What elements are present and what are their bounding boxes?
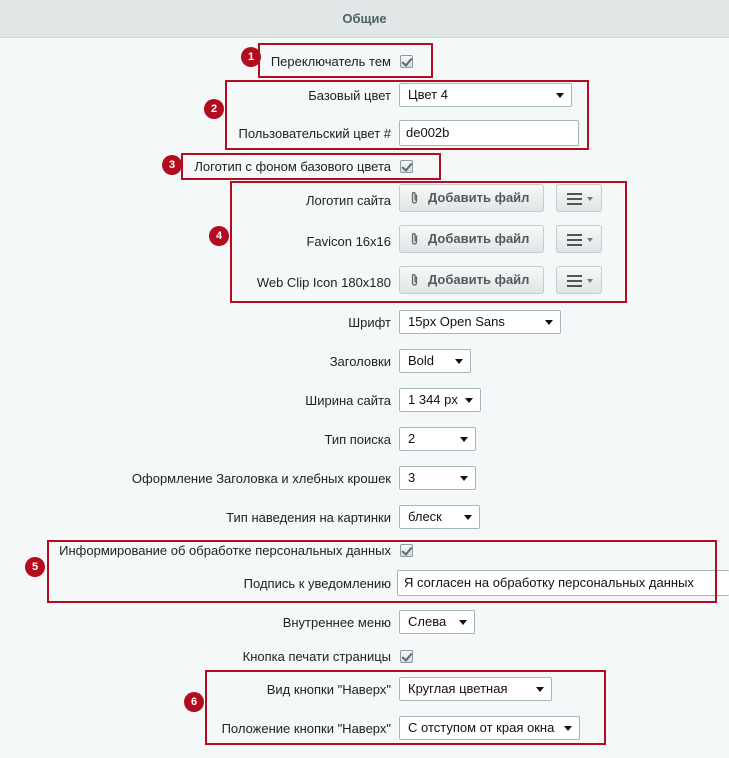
font-label: Шрифт bbox=[348, 315, 391, 330]
search-type-select[interactable] bbox=[399, 427, 476, 451]
site-width-select[interactable] bbox=[399, 388, 481, 412]
headings-label: Заголовки bbox=[329, 354, 391, 369]
favicon-label: Favicon 16x16 bbox=[306, 234, 391, 249]
print-button-checkbox[interactable] bbox=[400, 650, 413, 663]
annotation-box-2 bbox=[225, 80, 589, 150]
annotation-box-1 bbox=[258, 43, 433, 78]
personal-data-label: Информирование об обработке персональных данных bbox=[59, 543, 391, 558]
top-button-pos-value: С отступом от края окна bbox=[408, 720, 555, 735]
site-logo-label: Логотип сайта bbox=[305, 193, 391, 208]
theme-switch-label: Переключатель тем bbox=[270, 54, 391, 69]
add-file-label: Добавить файл bbox=[428, 272, 530, 287]
annotation-box-5 bbox=[47, 540, 717, 603]
chevron-down-icon bbox=[455, 359, 463, 364]
base-color-label: Базовый цвет bbox=[308, 88, 391, 103]
top-button-view-value: Круглая цветная bbox=[408, 681, 508, 696]
notice-caption-input[interactable]: Я согласен на обработку персональных данных bbox=[397, 570, 729, 596]
top-button-view-label: Вид кнопки "Наверх" bbox=[266, 682, 391, 697]
section-header: Общие bbox=[0, 0, 729, 38]
add-file-label: Добавить файл bbox=[428, 190, 530, 205]
chevron-down-icon bbox=[460, 437, 468, 442]
inner-menu-label: Внутреннее меню bbox=[282, 615, 391, 630]
chevron-down-icon bbox=[460, 476, 468, 481]
search-type-value: 2 bbox=[408, 431, 416, 446]
custom-color-label: Пользовательский цвет # bbox=[238, 126, 391, 141]
breadcrumbs-label: Оформление Заголовка и хлебных крошек bbox=[131, 471, 391, 486]
hover-type-label: Тип наведения на картинки bbox=[226, 510, 391, 525]
search-type-label: Тип поиска bbox=[324, 432, 391, 447]
notice-caption-label: Подпись к уведомлению bbox=[243, 576, 391, 591]
base-color-value: Цвет 4 bbox=[408, 87, 448, 102]
annotation-badge-3: 3 bbox=[162, 155, 182, 175]
chevron-down-icon bbox=[459, 620, 467, 625]
annotation-badge-5: 5 bbox=[25, 557, 45, 577]
font-select[interactable] bbox=[399, 310, 561, 334]
chevron-down-icon bbox=[545, 320, 553, 325]
annotation-badge-1: 1 bbox=[241, 47, 261, 67]
chevron-down-icon bbox=[464, 515, 472, 520]
font-value: 15px Open Sans bbox=[408, 314, 505, 329]
logo-bg-label: Логотип с фоном базового цвета bbox=[194, 159, 391, 174]
annotation-box-3 bbox=[181, 153, 441, 180]
print-button-label: Кнопка печати страницы bbox=[242, 649, 391, 664]
inner-menu-value: Слева bbox=[408, 614, 447, 629]
annotation-box-4 bbox=[230, 181, 627, 303]
hover-type-select[interactable] bbox=[399, 505, 480, 529]
add-file-label: Добавить файл bbox=[428, 231, 530, 246]
headings-value: Bold bbox=[408, 353, 435, 368]
headings-select[interactable] bbox=[399, 349, 471, 373]
site-width-label: Ширина сайта bbox=[305, 393, 391, 408]
breadcrumbs-value: 3 bbox=[408, 470, 416, 485]
annotation-badge-2: 2 bbox=[204, 99, 224, 119]
chevron-down-icon bbox=[465, 398, 473, 403]
annotation-badge-6: 6 bbox=[184, 692, 204, 712]
top-button-pos-label: Положение кнопки "Наверх" bbox=[221, 721, 391, 736]
webclip-label: Web Clip Icon 180x180 bbox=[256, 275, 391, 290]
site-width-value: 1 344 px bbox=[408, 392, 458, 407]
annotation-badge-4: 4 bbox=[209, 226, 229, 246]
inner-menu-select[interactable] bbox=[399, 610, 475, 634]
custom-color-input[interactable]: de002b bbox=[399, 120, 579, 146]
hover-type-value: блеск bbox=[408, 509, 442, 524]
breadcrumbs-select[interactable] bbox=[399, 466, 476, 490]
annotation-box-6 bbox=[205, 670, 606, 745]
